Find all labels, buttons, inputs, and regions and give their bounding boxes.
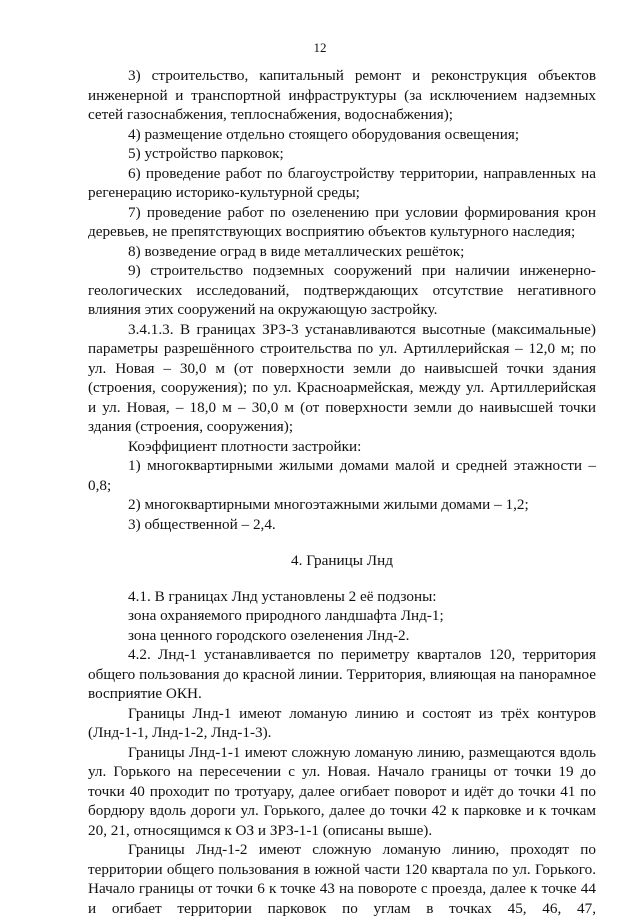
paragraph: 4) размещение отдельно стоящего оборудования освещения; [128,125,520,143]
paragraph: 8) возведение оград в виде металлических решёток; [128,242,465,260]
paragraph: зона ценного городского озеленения Лнд-2. [128,626,410,644]
paragraph: 3.4.1.3. В границах ЗРЗ-3 устанавливаются высотные (максимальные) параметры разрешённого строительства по ул. Артиллерийская – 12,0 м; по ул. Новая – 30,0 м (от поверхности земли до наивысшей точки здания (строения, сооружения); по ул. Красноармейская, между ул. Артиллерийская и ул. Новая, – 18,0 м – 30,0 м (от поверхности земли до наивысшей точки здания (строения, сооружения); [88,320,596,435]
page-number: 12 [313,40,327,55]
paragraph: Границы Лнд-1-2 имеют сложную ломаную линию, проходят по территории общего пользования в южной части 120 квартала по ул. Горького. Начало границы от точки 6 к точке 43 на повороте с проезда, далее к точке 44 и огибает территории парковок по углам в точках 45, 46, 47, [88,841,596,917]
paragraph: 2) многоквартирными многоэтажными жилыми домами – 1,2; [128,496,529,513]
paragraph: Коэффициент плотности застройки: [128,437,362,455]
paragraph: 7) проведение работ по озеленению при условии формирования крон деревьев, не препятствующих восприятию объектов культурного наследия; [88,203,596,240]
paragraph: 4.2. Лнд-1 устанавливается по периметру кварталов 120, территория общего пользования до красной линии. Территория, влияющая на панорамное восприятие ОКН. [88,646,596,702]
section-heading: 4. Границы Лнд [291,552,393,569]
paragraph: 3) общественной – 2,4. [128,515,276,533]
document-body [88,66,596,918]
paragraph: 6) проведение работ по благоустройству территории, направленных на регенерацию историко-культурной среды; [88,164,596,201]
paragraph: 3) строительство, капитальный ремонт и реконструкция объектов инженерной и транспортной инфраструктуры (за исключением надземных сетей газоснабжения, теплоснабжения, водоснабжения); [88,67,596,123]
paragraph: 4.1. В границах Лнд установлены 2 её подзоны: [128,587,437,605]
paragraph: 9) строительство подземных сооружений при наличии инженерно-геологических исследований, подтверждающих отсутствие негативного влияния этих сооружений на окружающую застройку. [88,262,596,318]
paragraph: 5) устройство парковок; [128,145,284,162]
paragraph: зона охраняемого природного ландшафта Лнд-1; [128,607,444,624]
paragraph: Границы Лнд-1-1 имеют сложную ломаную линию, размещаются вдоль ул. Горького на пересечении с ул. Новая. Начало границы от точки 19 до точки 40 проходит по тротуару, далее огибает поворот и идёт до точки 41 по бордюру вдоль дороги ул. Горького, далее до точки 42 к парковке и к точкам 20, 21, относящимся к ОЗ и ЗРЗ-1-1 (описаны выше). [88,743,596,839]
paragraph: Границы Лнд-1 имеют ломаную линию и состоят из трёх контуров (Лнд-1-1, Лнд-1-2, Лнд-1-3). [88,704,596,741]
paragraph: 1) многоквартирными жилыми домами малой и средней этажности – 0,8; [88,457,596,494]
